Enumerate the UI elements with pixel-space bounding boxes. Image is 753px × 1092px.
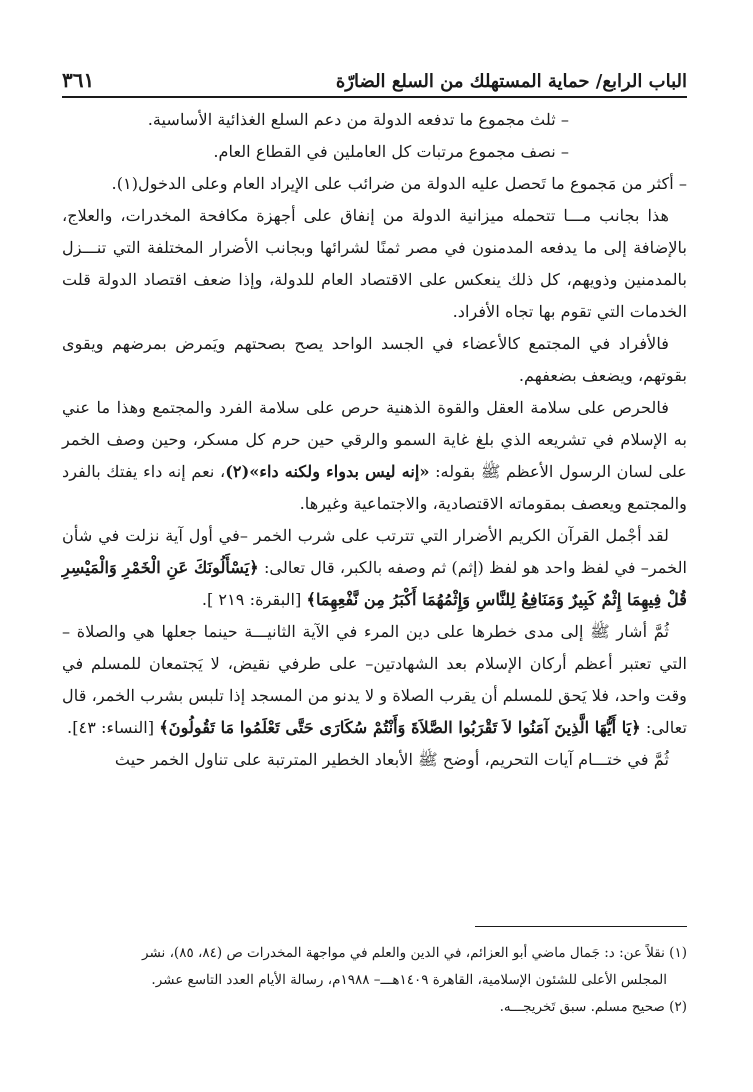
paragraph-3 [62, 392, 687, 520]
quran-verse-nisa: ﴿يَا أَيُّهَا الَّذِينَ آمَنُوا لاَ تَقْرَبُوا الصَّلاَةَ وَأَنْتُمْ سُكَارَى حَتَّى تَعْلَمُوا مَا تَقُولُونَ﴾ [159, 718, 641, 737]
paragraph-5-text: ثُمَّ أشار ﷺ إلى مدى خطرها على دين المرء في الآية الثانيـــة حينما جعلها هي والصلاة –التي تعتبر أعظم أركان الإسلام بعد الشهادتين– على طرفي نقيض، لا يَجتمعان للمسلم في وقت واحد، فلا يَحق للمسلم أن يقرب الصلاة و لا يدنو من المسجد إذا تلبس بشرب الخمر، قال تعالى: [62, 622, 687, 737]
hadith-quote: «إنه ليس بدواء ولكنه داء»(٢) [225, 462, 430, 481]
footnote-1-continued: المجلس الأعلى للشئون الإسلامية، القاهرة ١٤٠٩هـــ– ١٩٨٨م، رسالة الأيام العدد التاسع عشر. [151, 972, 667, 988]
paragraph-3-text-b: ، نعم إنه داء يفتك بالفرد والمجتمع ويعصف بمقوماته الاقتصادية، والاجتماعية وغيرها. [62, 462, 687, 513]
footnote-1: (١) نقلاً عن: د: جَمال ماضي أبو العزائم، في الدين والعلم في مواجهة المخدرات ص (٨٤، ٨٥)، نشر [142, 945, 687, 961]
paragraph-2: فالأفراد في المجتمع كالأعضاء في الجسد الواحد يصح بصحتهم ويَمرض بمرضهم ويقوى بقوتهم، ويضعف بضعفهم. [62, 334, 687, 385]
paragraph-5 [62, 616, 687, 744]
paragraph-1: هذا بجانب مـــا تتحمله ميزانية الدولة من إنفاق على أجهزة مكافحة المخدرات، والعلاج، بالإضافة إلى ما يدفعه المدمنون في مصر ثمنًا لشرائها وبجانب الأضرار المختلفة التي تنـــزل بالمدمنين وذويهم، كل ذلك ينعكس على الاقتصاد العام للدولة، وإذا ضعف اقتصاد الدولة قلت الخدمات التي تقوم بها تجاه الأفراد. [62, 206, 687, 321]
footnote-2: (٢) صحيح مسلم. سبق تَخريجـــه. [499, 999, 687, 1015]
paragraph-3-text-a: فالحرص على سلامة العقل والقوة الذهنية حرص على سلامة الفرد والمجتمع وهذا ما عني به الإسلام في تشريعه الذي بلغ غاية السمو والرقي حين حرم كل مسكر، وحين وصف الخمر على لسان الرسول الأعظم ﷺ بقوله: [62, 398, 687, 481]
chapter-title: الباب الرابع/ حماية المستهلك من السلع الضارّة [335, 71, 687, 92]
paragraph-4-text: لقد أجْمل القرآن الكريم الأضرار التي تترتب على شرب الخمر –في أول آية نزلت في شأن الخمر– في لفظ واحد هو لفظ (إثم) ثم وصفه بالكبر، قال تعالى: [62, 526, 687, 577]
paragraph-6: ثُمَّ في ختـــام آيات التحريم، أوضح ﷺ الأبعاد الخطير المترتبة على تناول الخمر حيث [114, 750, 669, 769]
verse-reference: [النساء: ٤٣]. [67, 718, 160, 737]
list-item: – أكثر من مَجموع ما تَحصل عليه الدولة من ضرائب على الإيراد العام وعلى الدخول(١). [111, 174, 687, 193]
footnotes [62, 940, 687, 1021]
paragraph-4 [62, 520, 687, 616]
list-item: – نصف مجموع مرتبات كل العاملين في القطاع العام. [213, 142, 569, 161]
verse-reference: [البقرة: ٢١٩ ]. [201, 590, 307, 609]
list-item: – ثلث مجموع ما تدفعه الدولة من دعم السلع الغذائية الأساسية. [147, 110, 569, 129]
main-text [62, 104, 687, 776]
quran-verse-baqarah: ﴿يَسْأَلُونَكَ عَنِ الْخَمْرِ وَالْمَيْسِرِ قُلْ فِيهِمَا إِثْمٌ كَبِيرٌ وَمَنَافِعُ لِلنَّاسِ وَإِثْمُهُمَا أَكْبَرُ مِن نَّفْعِهِمَا﴾ [62, 558, 687, 609]
running-header [62, 58, 687, 98]
page-number: ٣٦١ [62, 68, 95, 92]
footnote-separator [475, 926, 687, 927]
